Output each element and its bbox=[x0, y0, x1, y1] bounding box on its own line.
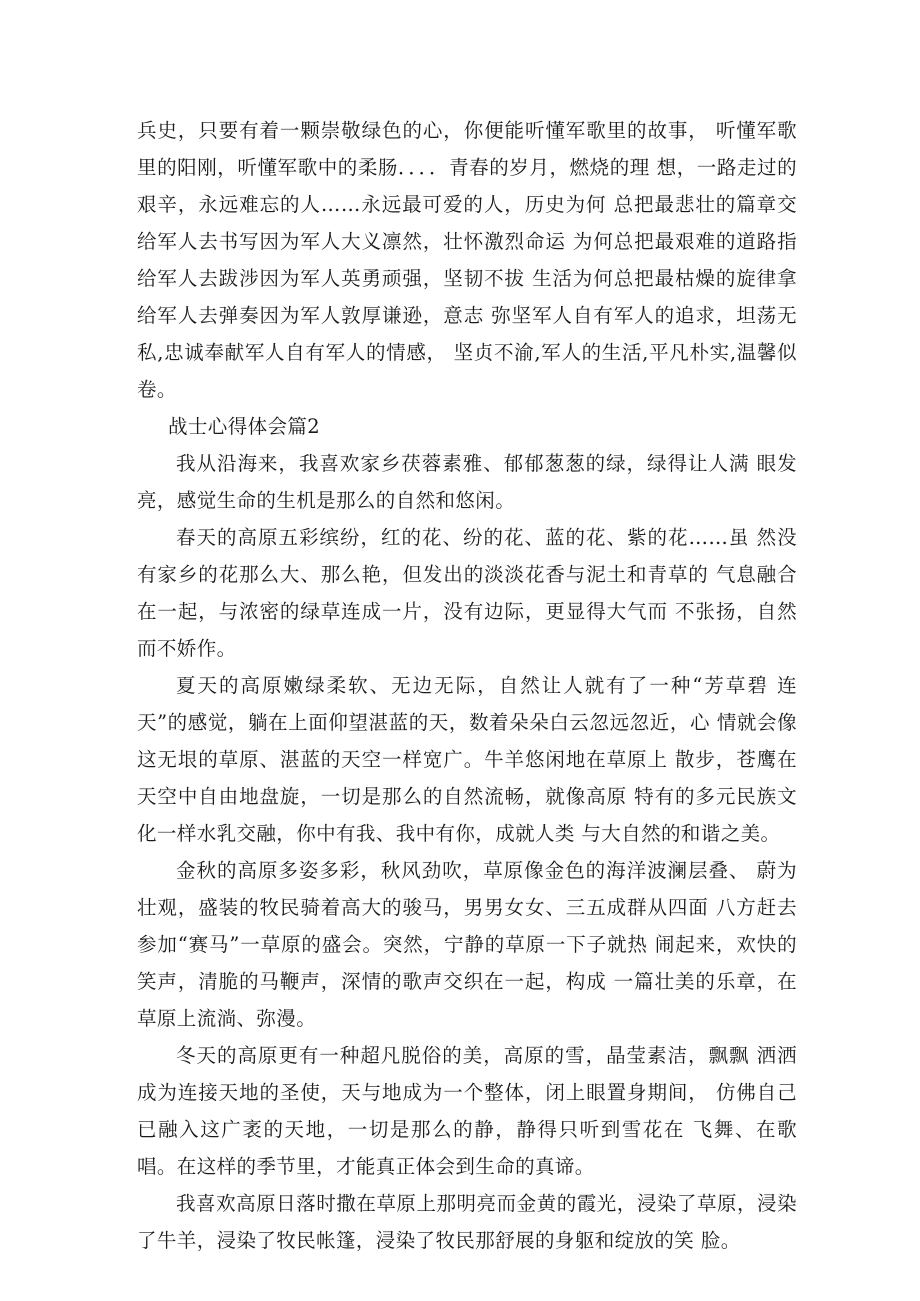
section-heading: 战士心得体会篇2 bbox=[168, 415, 321, 438]
paragraph-sunset: 我喜欢高原日落时撒在草原上那明亮而金黄的霞光，浸染了草原，浸染了牛羊，浸染了牧民帐篷，浸染了牧民那舒展的身躯和绽放的笑 脸。 bbox=[137, 1192, 797, 1252]
paragraph-summer: 夏天的高原嫩绿柔软、无边无际，自然让人就有了一种“芳草碧 连天”的感觉，躺在上面仰望湛蓝的天，数着朵朵白云忽远忽近，心 情就会像这无垠的草原、湛蓝的天空一样宽广。牛羊悠闲地在草原上 散步，苍鹰在天空中自由地盘旋，一切是那么的自然流畅，就像高原 特有的多元民族文化一样水乳交融，你中有我、我中有你，成就人类 与大自然的和谐之美。 bbox=[137, 674, 797, 845]
paragraph-hometown: 我从沿海来，我喜欢家乡茯蓉素雅、郁郁葱葱的绿，绿得让人满 眼发亮，感觉生命的生机是那么的自然和悠闲。 bbox=[137, 452, 797, 512]
paragraph-spring: 春天的高原五彩缤纷，红的花、纷的花、蓝的花、紫的花……虽 然没有家乡的花那么大、那么艳，但发出的淡淡花香与泥土和青草的 气息融合在一起，与浓密的绿草连成一片，没有边际，更显得大气而 不张扬，自然而不娇作。 bbox=[137, 526, 797, 660]
paragraph-winter: 冬天的高原更有一种超凡脱俗的美，高原的雪，晶莹素洁，飘飘 洒洒成为连接天地的圣使，天与地成为一个整体，闭上眼置身期间， 仿佛自己已融入这广袤的天地，一切是那么的静，静得只听到雪花在 飞舞、在歌唱。在这样的季节里，才能真正体会到生命的真谛。 bbox=[137, 1044, 797, 1178]
document-page bbox=[137, 112, 797, 1259]
paragraph-military-song: 兵史，只要有着一颗崇敬绿色的心，你便能听懂军歌里的故事， 听懂军歌里的阳刚，听懂军歌中的柔肠．．．．青春的岁月，燃烧的理 想，一路走过的艰辛，永远难忘的人……永远最可爱的人，历史为何 总把最悲壮的篇章交给军人去书写因为军人大义凛然，壮怀激烈命运 为何总把最艰难的道路指给军人去跋涉因为军人英勇顽强，坚韧不拔 生活为何总把最枯燥的旋律拿给军人去弹奏因为军人敦厚谦逊，意志 弥坚军人自有军人的追求，坦荡无私,忠诚奉献军人自有军人的情感， 坚贞不渝,军人的生活,平凡朴实,温馨似卷。 bbox=[137, 119, 797, 401]
paragraph-autumn: 金秋的高原多姿多彩，秋风劲吹，草原像金色的海洋波澜层叠、 蔚为壮观，盛装的牧民骑着高大的骏马，男男女女、三五成群从四面 八方赶去参加“赛马”一草原的盛会。突然，宁静的草原一下子就热 闹起来，欢快的笑声，清脆的马鞭声，深情的歌声交织在一起，构成 一篇壮美的乐章，在草原上流淌、弥漫。 bbox=[137, 859, 797, 1030]
